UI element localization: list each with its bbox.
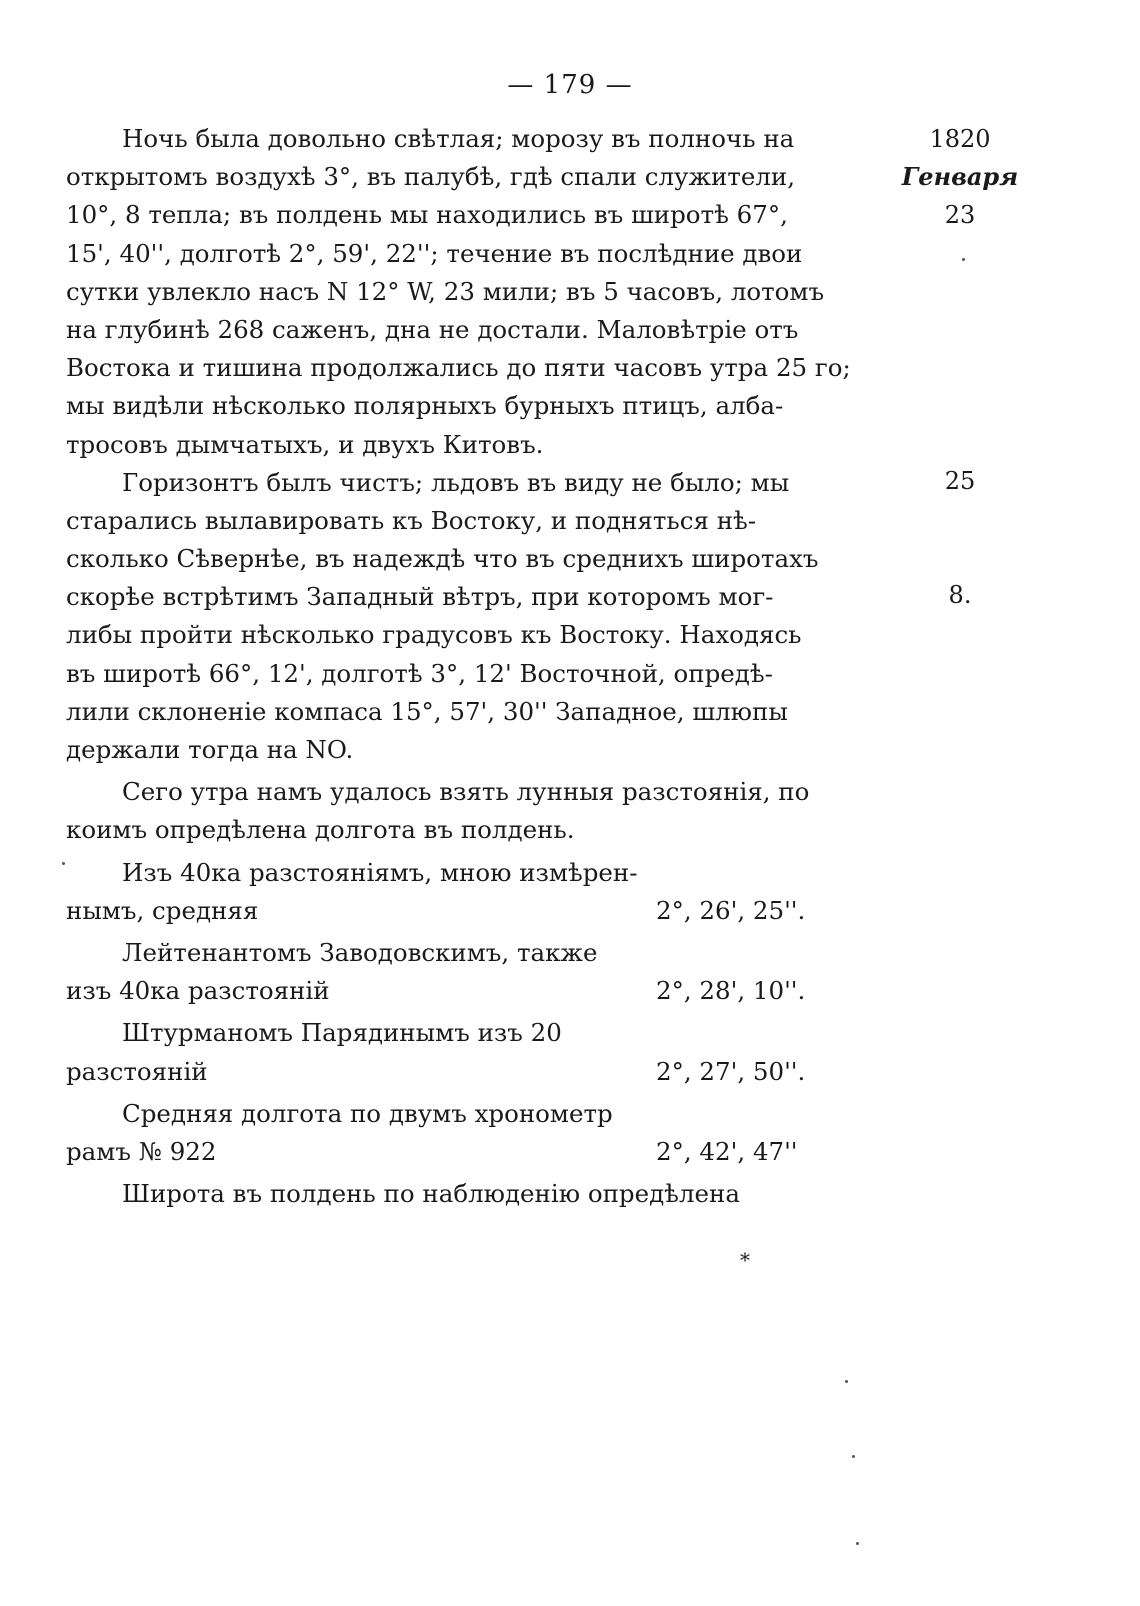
text-line (66, 972, 896, 1010)
text-line: сколько Сѣвернѣе, въ надеждѣ что въ среднихъ широтахъ (66, 544, 819, 574)
text-fragment: изъ 40ка разстояній (66, 976, 330, 1006)
text-line: въ широтѣ 66°, 12', долготѣ 3°, 12' Восточной, опредѣ- (66, 658, 773, 688)
text-line: скорѣе встрѣтимъ Западный вѣтръ, при которомъ мог- (66, 582, 774, 612)
text-fragment: разстояній (66, 1056, 208, 1086)
text-line: Лейтенантомъ Заводовскимъ, также (122, 937, 598, 967)
text-fragment: рамъ № 922 (66, 1136, 217, 1166)
margin-day-8: 8. (948, 581, 972, 609)
scan-speck (852, 1455, 855, 1458)
text-line: Ночь была довольно свѣтлая; морозу въ полночь на (122, 124, 795, 153)
text-line: либы пройти нѣсколько градусовъ къ Востоку. Находясь (66, 620, 802, 650)
text-line: Сего утра намъ удалось взять лунныя разстоянія, по (122, 777, 810, 807)
text-fragment: нымъ, средняя (66, 895, 259, 925)
page-number: — 179 — (507, 70, 633, 100)
footer-asterisk: * (740, 1248, 750, 1272)
margin-day-25: 25 (944, 467, 976, 495)
text-line: коимъ опредѣлена долгота въ полдень. (66, 815, 575, 845)
scan-speck (856, 1542, 859, 1545)
scan-speck (845, 1380, 848, 1383)
text-line: лили склоненіе компаса 15°, 57', 30'' Западное, шлюпы (66, 696, 788, 726)
text-line: Штурманомъ Парядинымъ изъ 20 (122, 1018, 562, 1048)
text-line: мы видѣли нѣсколько полярныхъ бурныхъ птицъ, алба- (66, 391, 784, 421)
text-line: 10°, 8 тепла; въ полдень мы находились въ широтѣ 67°, (66, 200, 788, 230)
text-line: сутки увлекло насъ N 12° W, 23 мили; въ 5 часовъ, лотомъ (66, 276, 825, 306)
margin-month: Генваря (901, 162, 1019, 191)
text-line (66, 1133, 896, 1171)
text-line: держали тогда на NO. (66, 735, 354, 764)
value-longitude-3: 2°, 27', 50''. (656, 1056, 806, 1086)
value-longitude-1: 2°, 26', 25''. (656, 895, 806, 925)
scan-speck (962, 258, 965, 261)
text-line: Горизонтъ былъ чистъ; льдовъ въ виду не было; мы (122, 467, 790, 497)
text-line (66, 892, 896, 930)
text-line: Изъ 40ка разстояніямъ, мною измѣрен- (122, 857, 638, 887)
text-line: Востока и тишина продолжались до пяти часовъ утра 25 го; (66, 353, 851, 383)
text-line: на глубинѣ 268 саженъ, дна не достали. Маловѣтріе отъ (66, 314, 799, 344)
margin-day-23: 23 (944, 201, 976, 229)
text-line: Широта въ полдень по наблюденію опредѣлена (122, 1179, 740, 1209)
text-line: тросовъ дымчатыхъ, и двухъ Китовъ. (66, 429, 544, 459)
margin-year: 1820 (929, 125, 991, 153)
text-line (66, 1053, 896, 1091)
text-line: открытомъ воздухѣ 3°, въ палубѣ, гдѣ спали служители, (66, 162, 796, 192)
text-line: 15', 40'', долготѣ 2°, 59', 22''; течение въ послѣдние двои (66, 238, 803, 268)
value-longitude-2: 2°, 28', 10''. (656, 976, 806, 1006)
text-line: Средняя долгота по двумъ хронометр (122, 1098, 613, 1128)
scan-speck (62, 862, 65, 865)
main-text (66, 120, 896, 1213)
text-line: старались вылавировать къ Востоку, и подняться нѣ- (66, 505, 757, 535)
value-longitude-4: 2°, 42', 47'' (656, 1136, 798, 1166)
